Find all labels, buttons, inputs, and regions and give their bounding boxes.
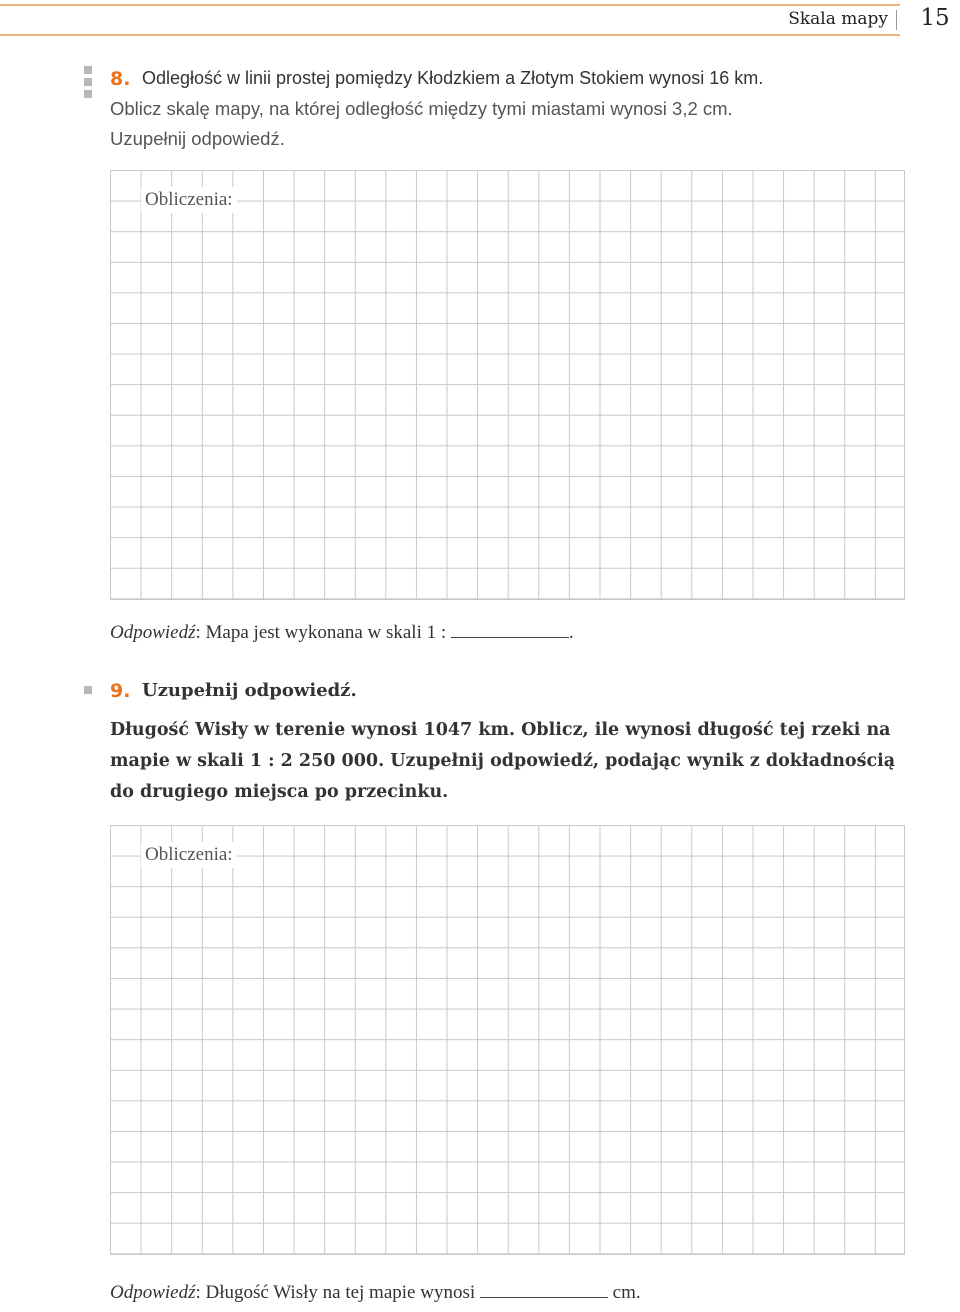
difficulty-marker (84, 686, 92, 694)
answer-label: Odpowiedź (110, 622, 196, 643)
task-9-title: Uzupełnij odpowiedź. (142, 680, 357, 701)
difficulty-marker (84, 78, 92, 86)
calculation-label: Obliczenia: (141, 187, 237, 213)
task-8-number: 8. (110, 68, 131, 90)
calculation-grid-9[interactable] (110, 825, 905, 1255)
difficulty-marker (84, 66, 92, 74)
answer-text: : Długość Wisły na tej mapie wynosi (195, 1282, 480, 1303)
header-separator (896, 10, 897, 30)
task-9-number: 9. (110, 680, 131, 702)
task-8-answer (110, 622, 574, 644)
task-8-line-1: Odległość w linii prostej pomiędzy Kłodzkiem a Złotym Stokiem wynosi 16 km. (142, 68, 764, 88)
task-8-line-3: Uzupełnij odpowiedź. (110, 128, 285, 149)
answer-label: Odpowiedź (110, 1282, 196, 1303)
running-header-title: Skala mapy (788, 9, 888, 29)
answer-blank[interactable] (480, 1297, 608, 1298)
task-9-answer (110, 1282, 641, 1304)
answer-end: . (568, 622, 574, 643)
page-number: 15 (920, 5, 950, 31)
answer-text: : Mapa jest wykonana w skali 1 : (195, 622, 451, 643)
calculation-label: Obliczenia: (141, 842, 237, 868)
calculation-grid-8[interactable] (110, 170, 905, 600)
task-8-line-2: Oblicz skalę mapy, na której odległość między tymi miastami wynosi 3,2 cm. (110, 98, 733, 119)
answer-blank[interactable] (451, 637, 569, 638)
difficulty-marker (84, 90, 92, 98)
answer-unit: cm. (612, 1282, 641, 1303)
task-9-line-2: mapie w skali 1 : 2 250 000. Uzupełnij odpowiedź, podając wynik z dokładnością (110, 751, 896, 771)
task-9-line-1: Długość Wisły w terenie wynosi 1047 km. Oblicz, ile wynosi długość tej rzeki na (110, 720, 891, 740)
task-9-line-3: do drugiego miejsca po przecinku. (110, 782, 449, 802)
